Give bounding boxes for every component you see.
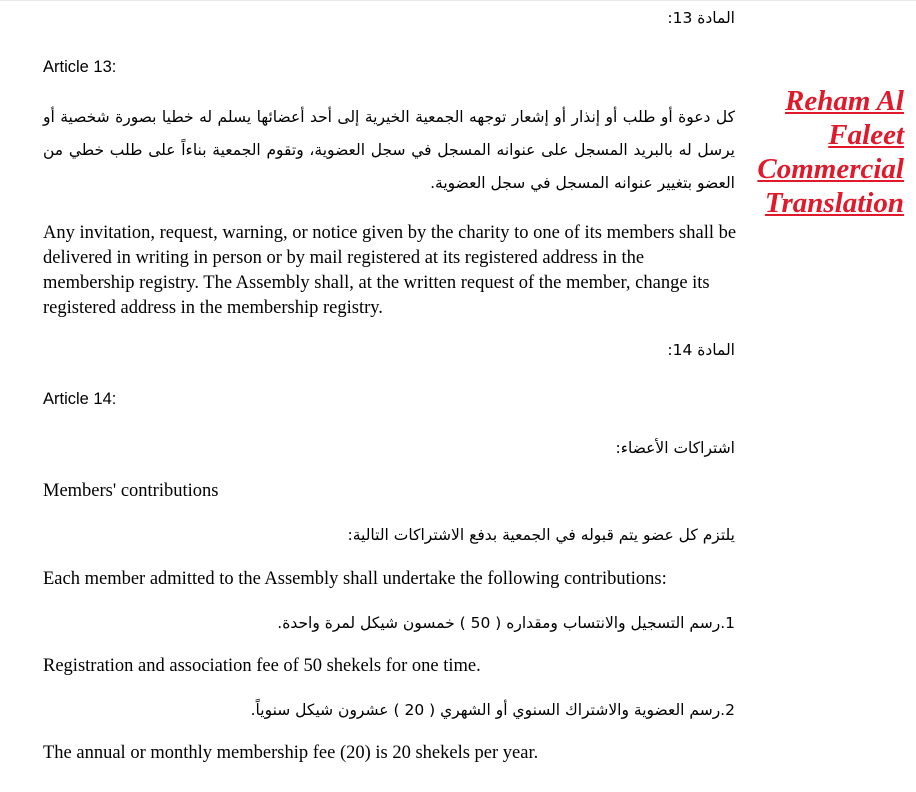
watermark-line-1: Reham Al xyxy=(785,85,904,117)
contributions-arabic-subheading: اشتراكات الأعضاء: xyxy=(615,439,735,457)
fee-item-2-english: The annual or monthly membership fee (20) is 20 shekels per year. xyxy=(43,743,539,763)
article-13-arabic-text: كل دعوة أو طلب أو إنذار أو إشعار توجهه الجمعية الخيرية إلى أحد أعضائها يسلم له خطيا بصورة شخصية أو يرسل له بالبريد المسجل على عنوانه المسجل في سجل العضوية، وتقوم الجمعية بناءاً على طلب خطي من العضو بتغيير عنوانه المسجل في سجل العضوية. xyxy=(43,108,735,192)
contributions-arabic-intro: يلتزم كل عضو يتم قبوله في الجمعية بدفع الاشتراكات التالية: xyxy=(347,526,735,544)
article-13-arabic-heading: المادة 13: xyxy=(667,9,735,27)
article-14-english-heading: Article 14: xyxy=(43,390,117,408)
contributions-english-subheading: Members' contributions xyxy=(43,481,219,501)
fee-item-1-arabic: 1.رسم التسجيل والانتساب ومقداره ( 50 ) خمسون شيكل لمرة واحدة. xyxy=(277,614,735,632)
watermark-line-3: Commercial xyxy=(757,153,904,185)
article-14-arabic-heading: المادة 14: xyxy=(667,341,735,359)
article-13-english-heading: Article 13: xyxy=(43,58,117,76)
contributions-english-intro: Each member admitted to the Assembly shall undertake the following contributions: xyxy=(43,569,667,589)
watermark-line-4: Translation xyxy=(764,187,904,219)
page-top-border xyxy=(0,0,916,1)
watermark-line-2: Faleet xyxy=(828,119,904,151)
article-13-english-text: Any invitation, request, warning, or notice given by the charity to one of its members shall be delivered in writing in person or by mail registered at its registered address in the membership registry. The Assembly shall, at the written request of the member, change its registered address in the membership registry. xyxy=(43,223,737,318)
translator-watermark xyxy=(757,84,904,220)
fee-item-1-english: Registration and association fee of 50 shekels for one time. xyxy=(43,656,481,676)
fee-item-2-arabic: 2.رسم العضوية والاشتراك السنوي أو الشهري ( 20 ) عشرون شيكل سنوياً. xyxy=(250,701,735,719)
